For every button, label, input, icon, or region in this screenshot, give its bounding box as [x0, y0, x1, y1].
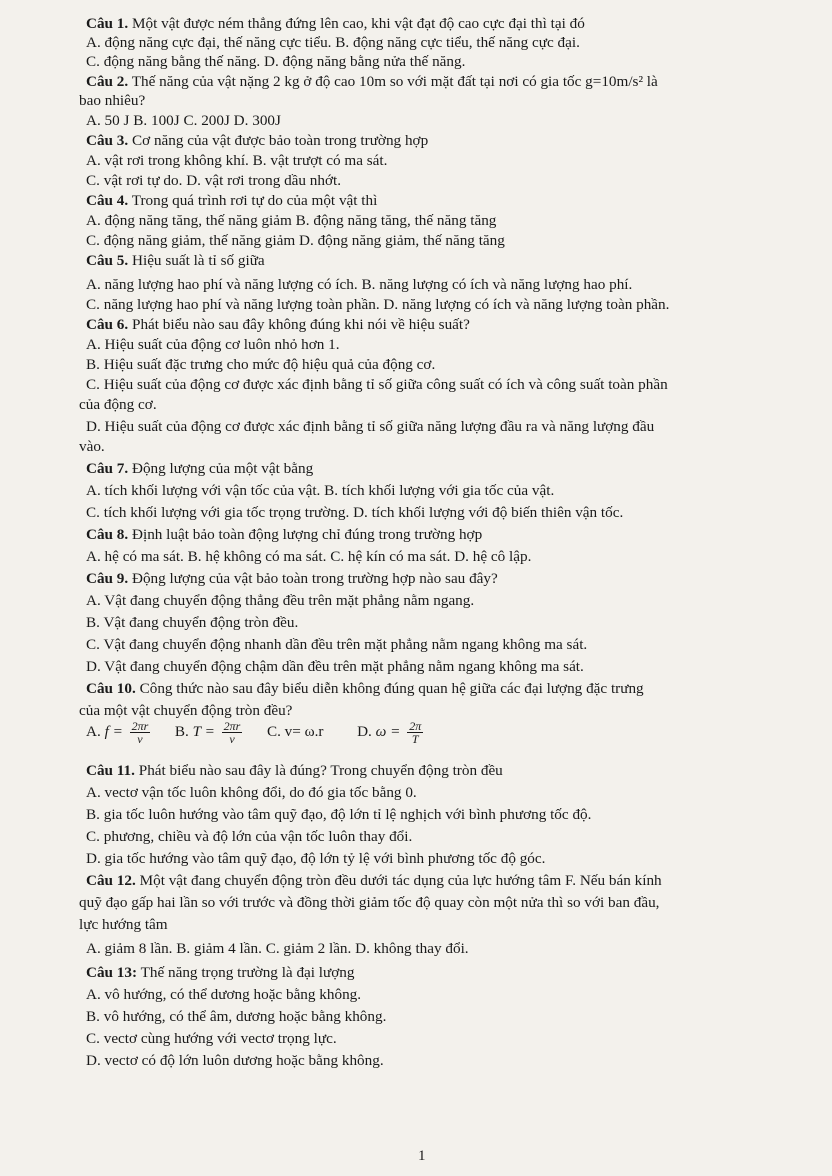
line-text: C. động năng bằng thế năng. D. động năng bằng nửa thế năng. — [86, 53, 466, 70]
question-stem — [86, 72, 658, 92]
text-line — [86, 783, 417, 803]
page-number: 1 — [418, 1148, 426, 1164]
text-line — [79, 437, 105, 457]
question-stem — [86, 315, 470, 335]
question-number: Câu 2. — [86, 73, 129, 90]
text-line — [86, 657, 584, 677]
fraction-denominator: T — [411, 732, 419, 747]
text-line — [86, 295, 669, 315]
line-text: Trong quá trình rơi tự do của một vật thì — [128, 192, 378, 209]
line-text: Một vật được ném thẳng đứng lên cao, khi vật đạt độ cao cực đại thì tại đó — [128, 15, 585, 32]
q10-option-d-label: D. — [357, 723, 376, 740]
line-text: C. năng lượng hao phí và năng lượng toàn phần. D. năng lượng có ích và năng lượng toàn phần. — [86, 296, 670, 313]
fraction-denominator: v — [229, 732, 235, 747]
text-line — [86, 211, 496, 231]
text-line — [86, 635, 587, 655]
text-line — [86, 417, 654, 437]
question-stem — [86, 14, 585, 34]
line-text: A. hệ có ma sát. B. hệ không có ma sát. C. hệ kín có ma sát. D. hệ cô lập. — [86, 548, 532, 565]
line-text: A. tích khối lượng với vận tốc của vật. B. tích khối lượng với gia tốc của vật. — [86, 482, 555, 499]
question-stem — [86, 761, 503, 781]
line-text: của động cơ. — [79, 396, 157, 413]
text-line — [86, 805, 591, 825]
line-text: C. động năng giảm, thế năng giảm D. động năng giảm, thế năng tăng — [86, 232, 505, 249]
text-line — [86, 111, 281, 131]
question-stem — [86, 525, 482, 545]
fraction-numerator: 2π — [409, 719, 422, 734]
line-text: Thế năng trọng trường là đại lượng — [137, 964, 355, 981]
text-line — [86, 52, 465, 72]
question-number: Câu 12. — [86, 872, 136, 889]
question-stem — [86, 963, 354, 983]
fraction-numerator: 2πr — [131, 719, 149, 734]
q10-option-d — [357, 719, 426, 747]
fraction — [130, 720, 151, 745]
question-number: Câu 4. — [86, 192, 129, 209]
line-text: A. động năng cực đại, thế năng cực tiểu. B. động năng cực tiểu, thế năng cực đại. — [86, 34, 580, 51]
line-text: của một vật chuyển động tròn đều? — [79, 702, 293, 719]
text-line — [86, 503, 623, 523]
fraction-numerator: 2πr — [223, 719, 241, 734]
text-line — [79, 915, 168, 935]
line-text: C. phương, chiều và độ lớn của vận tốc luôn thay đổi. — [86, 828, 413, 845]
text-line — [86, 33, 580, 53]
question-number: Câu 8. — [86, 526, 129, 543]
text-line — [86, 613, 298, 633]
q10-option-d-lhs: ω = — [375, 723, 405, 740]
line-text: D. Hiệu suất của động cơ được xác định bằng tỉ số giữa năng lượng đầu ra và năng lượng đầu — [86, 418, 655, 435]
question-stem — [86, 131, 428, 151]
line-text: C. Hiệu suất của động cơ được xác định bằng tỉ số giữa công suất có ích và công suất toàn phần — [86, 376, 668, 393]
text-line — [86, 481, 554, 501]
question-stem — [86, 871, 662, 891]
line-text: A. năng lượng hao phí và năng lượng có ích. B. năng lượng có ích và năng lượng hao phí. — [86, 276, 633, 293]
line-text: Công thức nào sau đây biểu diễn không đúng quan hệ giữa các đại lượng đặc trưng — [135, 680, 644, 697]
line-text: C. Vật đang chuyển động nhanh dần đều trên mặt phẳng nằm ngang không ma sát. — [86, 636, 588, 653]
line-text: Cơ năng của vật được bảo toàn trong trường hợp — [128, 132, 429, 149]
line-text: B. vô hướng, có thể âm, dương hoặc bằng không. — [86, 1008, 387, 1025]
fraction — [407, 720, 423, 745]
question-number: Câu 7. — [86, 460, 129, 477]
question-stem — [86, 251, 265, 271]
line-text: C. tích khối lượng với gia tốc trọng trường. D. tích khối lượng với độ biến thiên vận tốc. — [86, 504, 624, 521]
text-line — [86, 171, 341, 191]
text-line — [86, 849, 545, 869]
question-number: Câu 1. — [86, 15, 129, 32]
question-stem — [86, 459, 313, 479]
line-text: Một vật đang chuyển động tròn đều dưới tác dụng của lực hướng tâm F. Nếu bán kính — [135, 872, 662, 889]
text-line — [86, 275, 632, 295]
text-line — [86, 231, 505, 251]
q10-option-b-lhs: T = — [192, 723, 219, 740]
line-text: Hiệu suất là tỉ số giữa — [128, 252, 265, 269]
text-line — [79, 893, 659, 913]
text-line — [86, 985, 361, 1005]
line-text: Phát biểu nào sau đây không đúng khi nói về hiệu suất? — [128, 316, 470, 333]
question-stem — [86, 191, 377, 211]
line-text: quỹ đạo gấp hai lần so với trước và đồng thời giảm tốc độ quay còn một nửa thì so với ban đầu, — [79, 894, 660, 911]
question-number: Câu 10. — [86, 680, 136, 697]
question-number: Câu 6. — [86, 316, 129, 333]
question-number: Câu 3. — [86, 132, 129, 149]
text-line — [86, 591, 474, 611]
text-line — [86, 1007, 386, 1027]
question-stem — [86, 679, 644, 699]
question-number: Câu 11. — [86, 762, 135, 779]
line-text: C. vật rơi tự do. D. vật rơi trong dầu nhớt. — [86, 172, 342, 189]
line-text: C. vectơ cùng hướng với vectơ trọng lực. — [86, 1030, 337, 1047]
text-line — [86, 335, 340, 355]
line-text: B. Hiệu suất đặc trưng cho mức độ hiệu quả của động cơ. — [86, 356, 436, 373]
line-text: Động lượng của một vật bằng — [128, 460, 314, 477]
q10-option-b — [174, 719, 249, 747]
question-number: Câu 9. — [86, 570, 129, 587]
q10-option-b-label: B. — [174, 723, 193, 740]
question-number: Câu 13: — [86, 964, 138, 981]
text-line — [86, 547, 531, 567]
line-text: A. 50 J B. 100J C. 200J D. 300J — [86, 112, 281, 129]
text-line — [86, 355, 435, 375]
line-text: D. gia tốc hướng vào tâm quỹ đạo, độ lớn tỷ lệ với bình phương tốc độ góc. — [86, 850, 546, 867]
line-text: A. giảm 8 lần. B. giảm 4 lần. C. giảm 2 lần. D. không thay đổi. — [86, 940, 469, 957]
q10-option-a — [86, 719, 157, 747]
line-text: A. vô hướng, có thể dương hoặc bằng không. — [86, 986, 362, 1003]
line-text: D. Vật đang chuyển động chậm dần đều trên mặt phẳng nằm ngang không ma sát. — [86, 658, 584, 675]
text-line — [79, 91, 145, 111]
line-text: Định luật bảo toàn động lượng chỉ đúng trong trường hợp — [128, 526, 483, 543]
line-text: A. động năng tăng, thế năng giảm B. động năng tăng, thế năng tăng — [86, 212, 497, 229]
line-text: A. Vật đang chuyển động thẳng đều trên mặt phẳng nằm ngang. — [86, 592, 475, 609]
line-text: D. vectơ có độ lớn luôn dương hoặc bằng không. — [86, 1052, 384, 1069]
line-text: A. vectơ vận tốc luôn không đổi, do đó gia tốc bằng 0. — [86, 784, 417, 801]
text-line — [86, 375, 668, 395]
text-line — [86, 1051, 384, 1071]
line-text: B. Vật đang chuyển động tròn đều. — [86, 614, 299, 631]
text-line — [79, 701, 292, 721]
text-line — [86, 939, 469, 959]
line-text: A. Hiệu suất của động cơ luôn nhỏ hơn 1. — [86, 336, 340, 353]
line-text: lực hướng tâm — [79, 916, 168, 933]
line-text: A. vật rơi trong không khí. B. vật trượt có ma sát. — [86, 152, 388, 169]
q10-option-a-label: A. — [86, 723, 105, 740]
question-number: Câu 5. — [86, 252, 129, 269]
q10-option-c: C. v= ω.r — [266, 723, 324, 740]
text-line — [86, 1029, 337, 1049]
line-text: bao nhiêu? — [79, 92, 146, 109]
fraction — [222, 720, 243, 745]
line-text: Phát biểu nào sau đây là đúng? Trong chuyển động tròn đều — [134, 762, 503, 779]
line-text: vào. — [79, 438, 105, 455]
question-stem — [86, 569, 498, 589]
fraction-denominator: v — [137, 732, 143, 747]
text-line — [86, 827, 412, 847]
text-line — [79, 395, 157, 415]
line-text: Động lượng của vật bảo toàn trong trường hợp nào sau đây? — [128, 570, 498, 587]
q10-option-a-lhs: f = — [104, 723, 127, 740]
text-line — [86, 151, 387, 171]
q10-options — [86, 720, 426, 745]
line-text: B. gia tốc luôn hướng vào tâm quỹ đạo, độ lớn tỉ lệ nghịch với bình phương tốc độ. — [86, 806, 592, 823]
line-text: Thế năng của vật nặng 2 kg ở độ cao 10m so với mặt đất tại nơi có gia tốc g=10m/s² là — [128, 73, 658, 90]
